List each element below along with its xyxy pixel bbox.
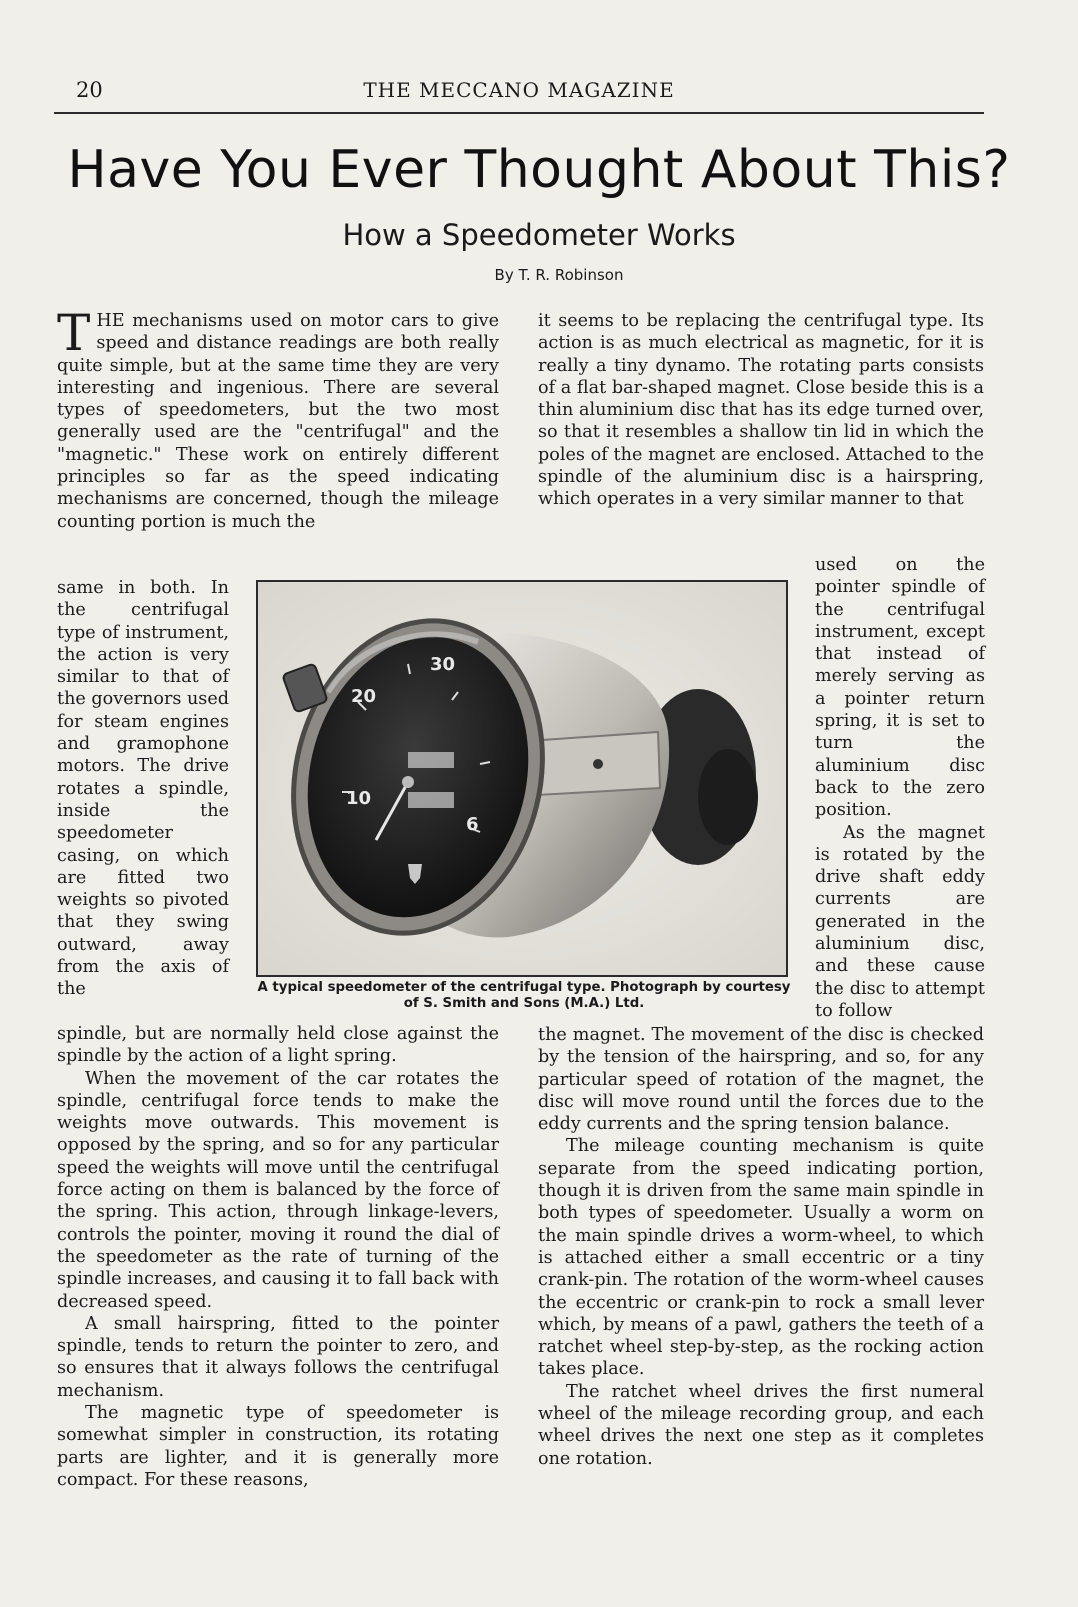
right-column-top	[538, 310, 984, 511]
right-column-bottom	[538, 1024, 984, 1470]
paragraph-intro-continued: same in both. In the centrifugal type of instrument, the action is very similar to that of the governors used for steam engines and gramophone motors. The drive rotates a spindle, inside the speedometer casing, on which are fitted two weights so pivoted that they swing outward, away from the axis of the	[57, 578, 230, 1000]
paragraph-eddy-currents: As the magnet is rotated by the drive shaft eddy currents are generated in the aluminium disc, and these cause the disc to attempt to follow	[815, 822, 985, 1021]
paragraph-magnetic-continued: it seems to be replacing the centrifugal type. Its action is as much electrical as magnetic, for it is really a tiny dynamo. The rotating parts consists of a flat bar-shaped magnet. Close beside this is a thin aluminium disc that has its edge turned over, so that it resembles a shallow tin lid in which the poles of the magnet are enclosed. Attached to the spindle of the aluminium disc is a hairspring, which operates in a very similar manner to that	[538, 311, 984, 510]
dial-number-20: 20	[351, 686, 377, 707]
paragraph-intro-text: HE mechanisms used on motor cars to give speed and distance readings are both really quite simple, but at the same time they are very interesting and ingenious. There are several types of speedometers, but the two most generally used are the "centrifugal" and the "magnetic." These work on entirely different principles so far as the speed indicating mechanisms are concerned, though the mileage counting portion is much the	[57, 311, 499, 532]
figure-caption: A typical speedometer of the centrifugal type. Photograph by courtesy of S. Smith and Sons (M.A.) Ltd.	[257, 980, 791, 1011]
paragraph-hairspring: A small hairspring, fitted to the pointer spindle, tends to return the pointer to zero, and so ensures that it always follows the centrifugal mechanism.	[57, 1313, 499, 1401]
article-title: Have You Ever Thought About This?	[67, 140, 1011, 200]
magazine-title: THE MECCANO MAGAZINE	[363, 78, 675, 102]
paragraph-magnetic-narrow: used on the pointer spindle of the centrifugal instrument, except that instead of merely serving as a pointer return spring, it is set to turn the aluminium disc back to the zero position.	[815, 555, 985, 821]
speedometer-illustration	[258, 582, 786, 975]
speedometer-photo	[256, 580, 788, 977]
article-byline: By T. R. Robinson	[494, 266, 624, 284]
paragraph-intro-end: spindle, but are normally held close against the spindle by the action of a light spring.	[57, 1024, 499, 1067]
paragraph-magnetic-type: The magnetic type of speedometer is somewhat simpler in construction, its rotating parts are lighter, and it is generally more compact. For these reasons,	[57, 1403, 499, 1490]
left-column-top	[57, 304, 499, 533]
article-subtitle: How a Speedometer Works	[342, 218, 736, 252]
paragraph-ratchet-wheel: The ratchet wheel drives the first numeral wheel of the mileage recording group, and each wheel drives the next one step as it completes one rotation.	[538, 1381, 984, 1469]
paragraph-mileage-mechanism: The mileage counting mechanism is quite separate from the speed indicating portion, though it is driven from the same main spindle in both types of speedometer. Usually a worm on the main spindle drives a worm-wheel, to which is attached either a small eccentric or a tiny crank-pin. The rotation of the worm-wheel causes the eccentric or crank-pin to rock a small lever which, by means of a pawl, gathers the teeth of a ratchet wheel step-by-step, as the rocking action takes place.	[538, 1136, 984, 1380]
left-column-narrow	[57, 577, 229, 1001]
dial-number-30: 30	[430, 654, 456, 675]
drop-cap: T	[57, 304, 91, 362]
dial-number-6: 6	[466, 814, 479, 835]
right-column-narrow	[815, 554, 985, 1022]
paragraph-eddy-currents-end: the magnet. The movement of the disc is checked by the tension of the hairspring, and so, for any particular speed of rotation of the magnet, the disc will move round until the forces due to the eddy currents and the spring tension balance.	[538, 1025, 984, 1135]
page-header	[54, 78, 984, 114]
left-column-bottom	[57, 1023, 499, 1491]
page-number: 20	[76, 78, 103, 102]
dial-number-10: 10	[346, 788, 372, 809]
paragraph-centrifugal-force: When the movement of the car rotates the spindle, centrifugal force tends to make the weights move outwards. This movement is opposed by the spring, and so for any particular speed the weights will move until the centrifugal force acting on them is balanced by the force of the spring. This action, through linkage-levers, controls the pointer, moving it round the dial of the speedometer as the rate of turning of the spindle increases, and causing it to fall back with decreased speed.	[57, 1068, 499, 1312]
paragraph-intro	[57, 304, 499, 533]
